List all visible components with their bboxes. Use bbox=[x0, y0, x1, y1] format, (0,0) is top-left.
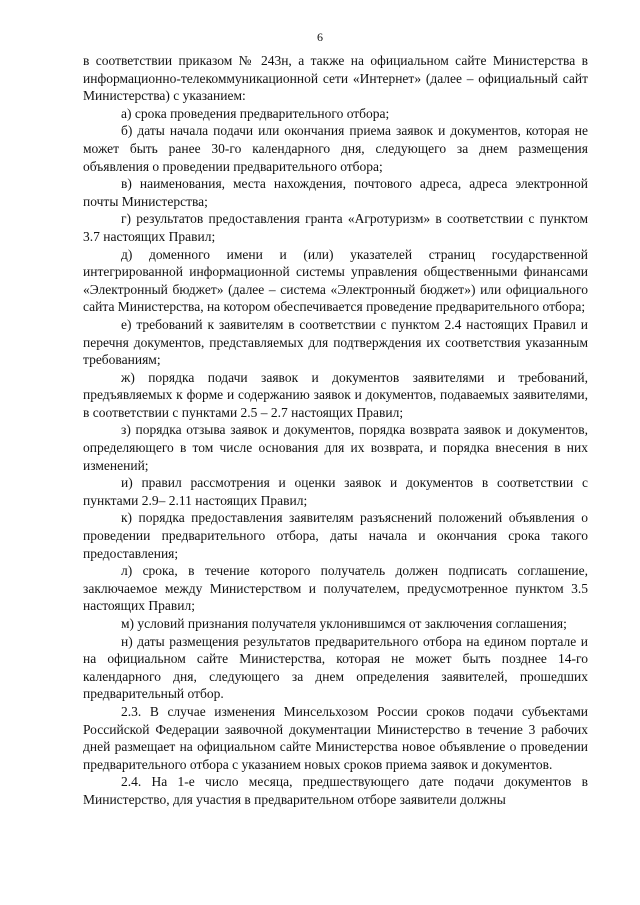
list-item-zh: ж) порядка подачи заявок и документов заявителями и требований, предъявляемых к форме и содержанию заявок и документов, подаваемых заявителями, в соответствии с пунктами 2.5 – 2.7 настоящих Правил; bbox=[83, 369, 588, 420]
list-item-n: н) даты размещения результатов предварительного отбора на едином портале и на официальном сайте Министерства, которая не может быть позднее 14-го календарного дня, следующего за днем определения заявителей, прошедших предварительный отбор. bbox=[83, 633, 588, 702]
list-item-d: д) доменного имени и (или) указателей страниц государственной интегрированной информационной системы управления общественными финансами «Электронный бюджет» (далее – система «Электронный бюджет») или официального сайта Министерства, на котором обеспечивается проведение предварительного отбора; bbox=[83, 246, 588, 315]
list-item-k: к) порядка предоставления заявителям разъяснений положений объявления о проведении предварительного отбора, даты начала и окончания срока такого предоставления; bbox=[83, 510, 588, 561]
list-item-b: б) даты начала подачи или окончания приема заявок и документов, которая не может быть ранее 30-го календарного дня, следующего за днем размещения объявления о проведении предварительного отбора; bbox=[83, 123, 588, 174]
list-item-v: в) наименования, места нахождения, почтового адреса, адреса электронной почты Министерства; bbox=[83, 176, 588, 209]
section-2-4: 2.4. На 1-е число месяца, предшествующего дате подачи документов в Министерство, для участия в предварительном отборе заявители должны bbox=[83, 774, 588, 807]
page-number: 6 bbox=[317, 30, 323, 44]
list-item-i: и) правил рассмотрения и оценки заявок и документов в соответствии с пунктами 2.9– 2.11 настоящих Правил; bbox=[83, 475, 588, 508]
list-item-a: а) срока проведения предварительного отбора; bbox=[121, 105, 390, 121]
section-2-3: 2.3. В случае изменения Минсельхозом России сроков подачи субъектами Российской Федерации заявочной документации Министерство в течение 3 рабочих дней размещает на официальном сайте Министерства новое объявление о проведении предварительного отбора с указанием новых сроков приема заявок и документов. bbox=[83, 703, 588, 772]
list-item-l: л) срока, в течение которого получатель должен подписать соглашение, заключаемое между Министерством и получателем, предусмотренное пунктом 3.5 настоящих Правил; bbox=[83, 563, 588, 614]
list-item-g: г) результатов предоставления гранта «Агротуризм» в соответствии с пунктом 3.7 настоящих Правил; bbox=[83, 211, 588, 244]
list-item-m: м) условий признания получателя уклонившимся от заключения соглашения; bbox=[121, 616, 567, 631]
list-item-e: е) требований к заявителям в соответствии с пунктом 2.4 настоящих Правил и перечня документов, представляемых для подтверждения их соответствия указанным требованиям; bbox=[83, 316, 588, 368]
list-item-z: з) порядка отзыва заявок и документов, порядка возврата заявок и документов, определяющего в том числе основания для их возврата, и порядка внесения в них изменений; bbox=[83, 422, 588, 473]
document-body bbox=[83, 52, 588, 809]
paragraph-intro: в соответствии приказом № 243н, а также на официальном сайте Министерства в информационно-телекоммуникационной сети «Интернет» (далее – официальный сайт Министерства) с указанием: bbox=[83, 53, 588, 104]
